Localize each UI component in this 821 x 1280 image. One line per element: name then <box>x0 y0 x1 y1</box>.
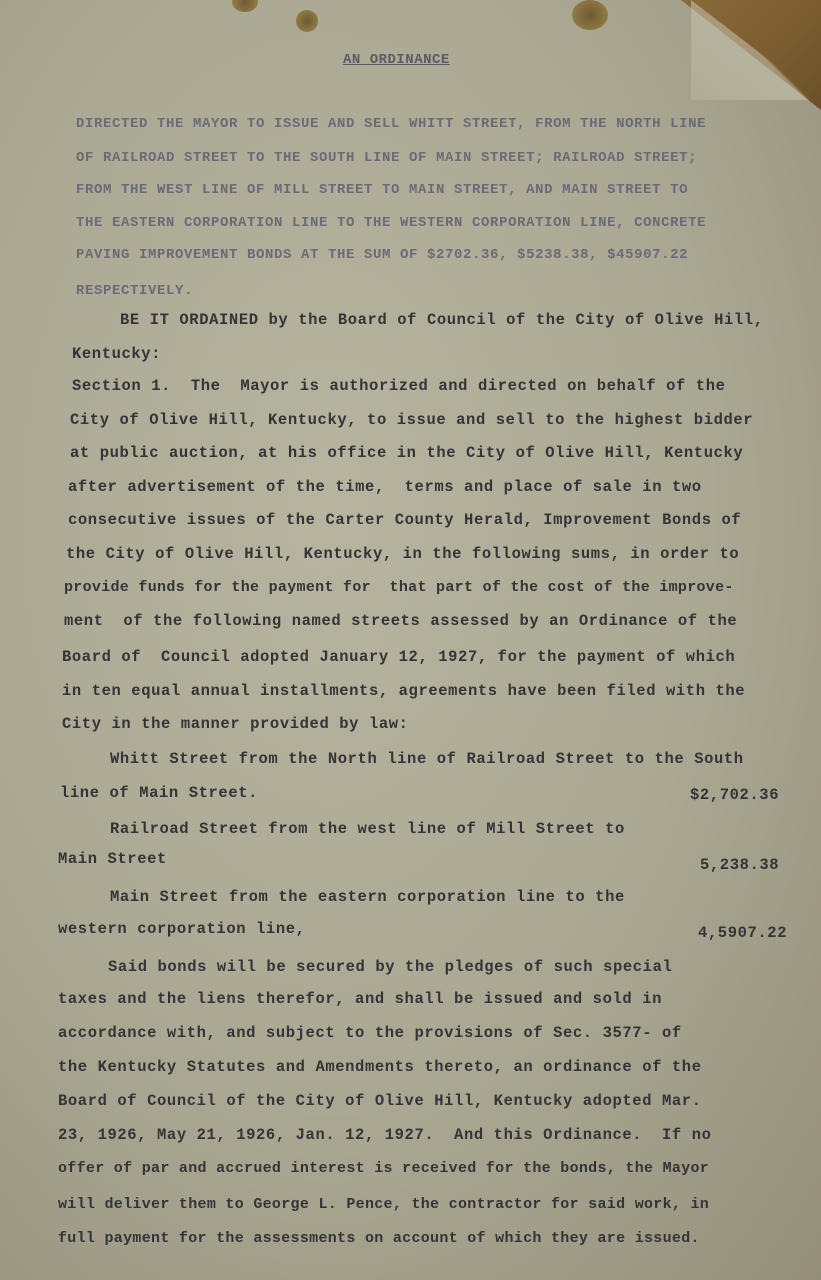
heading-line: OF RAILROAD STREET TO THE SOUTH LINE OF MAIN STREET; RAILROAD STREET; <box>76 150 698 166</box>
heading-line: FROM THE WEST LINE OF MILL STREET TO MAIN STREET, AND MAIN STREET TO <box>76 182 689 198</box>
body-line: consecutive issues of the Carter County Herald, Improvement Bonds of <box>68 511 742 529</box>
body-line: BE IT ORDAINED by the Board of Council of the City of Olive Hill, <box>120 311 764 329</box>
body-line: in ten equal annual installments, agreements have been filed with the <box>62 682 746 700</box>
closing-line: will deliver them to George L. Pence, the contractor for said work, in <box>58 1196 710 1213</box>
body-line: Section 1. The Mayor is authorized and directed on behalf of the <box>72 377 726 395</box>
closing-line: the Kentucky Statutes and Amendments thereto, an ordinance of the <box>58 1058 702 1076</box>
body-line: the City of Olive Hill, Kentucky, in the following sums, in order to <box>66 545 740 563</box>
closing-line: Said bonds will be secured by the pledges of such special <box>108 958 673 976</box>
street-description: line of Main Street. <box>60 784 259 802</box>
document-title: AN ORDINANCE <box>343 52 450 68</box>
street-description: Main Street from the eastern corporation line to the <box>110 888 625 906</box>
street-description: Main Street <box>58 850 167 868</box>
punch-hole <box>572 0 608 30</box>
body-line: ment of the following named streets assessed by an Ordinance of the <box>64 612 738 630</box>
street-description: Railroad Street from the west line of Mill Street to <box>110 820 625 838</box>
heading-line: PAVING IMPROVEMENT BONDS AT THE SUM OF $2702.36, $5238.38, $45907.22 <box>76 247 689 263</box>
body-line: Board of Council adopted January 12, 1927, for the payment of which <box>62 648 736 666</box>
body-line: City of Olive Hill, Kentucky, to issue and sell to the highest bidder <box>70 411 754 429</box>
street-description: western corporation line, <box>58 920 306 938</box>
punch-hole <box>296 10 318 32</box>
body-line: at public auction, at his office in the City of Olive Hill, Kentucky <box>70 444 744 462</box>
closing-line: full payment for the assessments on account of which they are issued. <box>58 1230 700 1247</box>
closing-line: offer of par and accrued interest is received for the bonds, the Mayor <box>58 1160 710 1177</box>
heading-line: DIRECTED THE MAYOR TO ISSUE AND SELL WHITT STREET, FROM THE NORTH LINE <box>76 116 707 132</box>
closing-line: accordance with, and subject to the provisions of Sec. 3577- of <box>58 1024 682 1042</box>
closing-line: 23, 1926, May 21, 1926, Jan. 12, 1927. And this Ordinance. If no <box>58 1126 712 1144</box>
punch-hole <box>232 0 258 12</box>
street-amount: 5,238.38 <box>700 856 780 874</box>
body-line: provide funds for the payment for that part of the cost of the improve- <box>64 579 734 596</box>
heading-line: THE EASTERN CORPORATION LINE TO THE WESTERN CORPORATION LINE, CONCRETE <box>76 215 707 231</box>
body-line: City in the manner provided by law: <box>62 715 409 733</box>
street-amount: $2,702.36 <box>690 786 780 804</box>
body-line: after advertisement of the time, terms and place of sale in two <box>68 478 702 496</box>
heading-line: RESPECTIVELY. <box>76 283 194 299</box>
closing-line: taxes and the liens therefor, and shall be issued and sold in <box>58 990 662 1008</box>
body-line: Kentucky: <box>72 345 162 363</box>
closing-line: Board of Council of the City of Olive Hill, Kentucky adopted Mar. <box>58 1092 702 1110</box>
street-description: Whitt Street from the North line of Railroad Street to the South <box>110 750 744 768</box>
street-amount: 4,5907.22 <box>698 924 788 942</box>
